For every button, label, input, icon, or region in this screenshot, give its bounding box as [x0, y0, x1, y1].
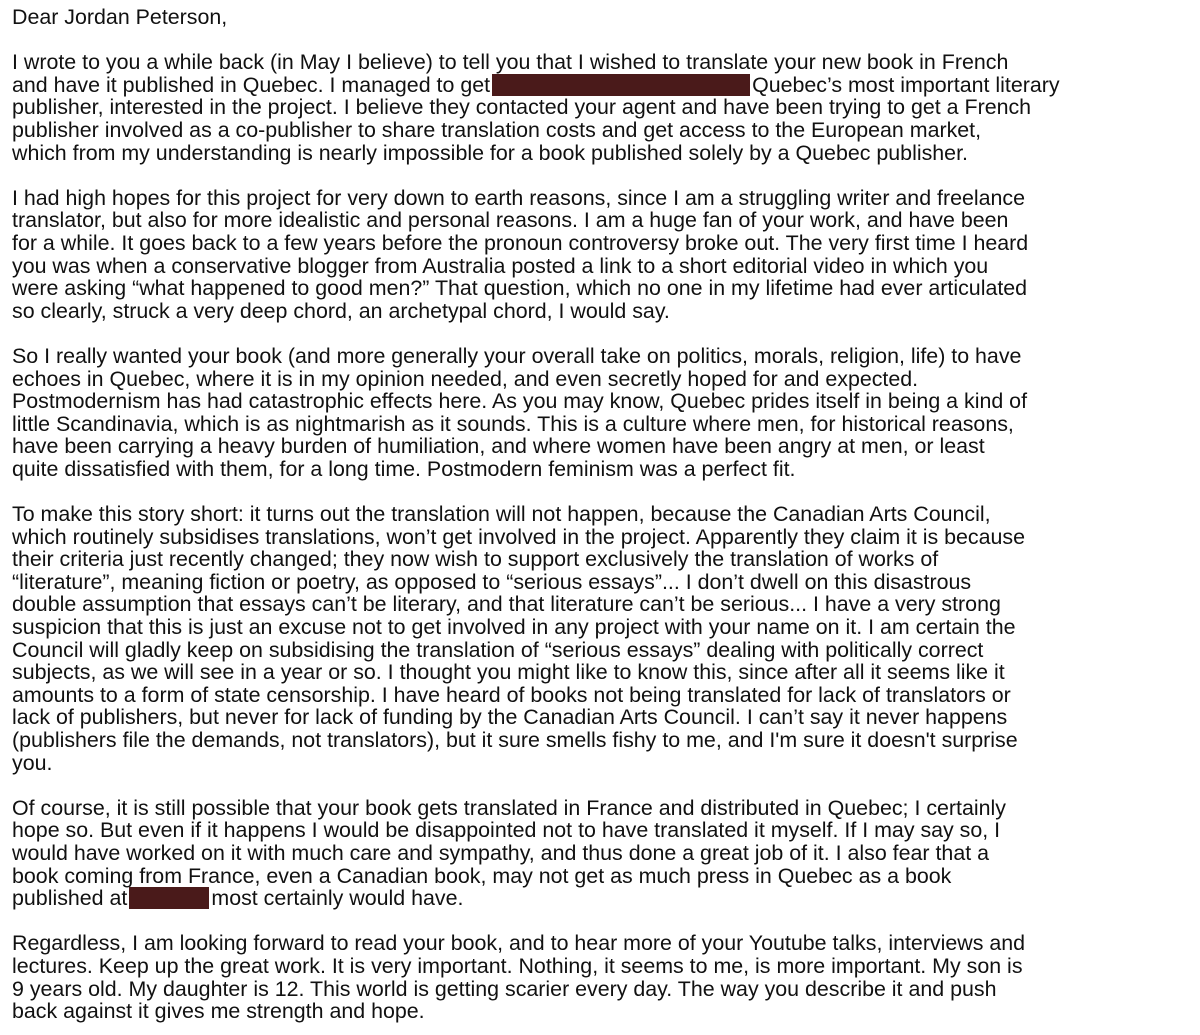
redaction-block [129, 887, 209, 909]
text-line: have been carrying a heavy burden of humiliation, and where women have been angry at men, or least [12, 434, 985, 459]
text-line: So I really wanted your book (and more generally your overall take on politics, morals, religion, life) to have [12, 343, 1022, 368]
text-line: publisher, interested in the project. I believe they contacted your agent and have been trying to get a French [12, 95, 1032, 120]
text-line: subjects, as we will see in a year or so. I thought you might like to know this, since after all it seems like it [12, 660, 1005, 685]
text-line: “literature”, meaning fiction or poetry, as opposed to “serious essays”... I don’t dwell on this disastrous [12, 569, 972, 594]
text-line: book coming from France, even a Canadian book, may not get as much press in Quebec as a book [12, 863, 952, 888]
text-line: 9 years old. My daughter is 12. This world is getting scarier every day. The way you describe it and push [12, 976, 997, 1001]
text-line: quite dissatisfied with them, for a long time. Postmodern feminism was a perfect fit. [12, 456, 796, 481]
text-fragment: most certainly would have. [211, 886, 464, 911]
text-line: back against it gives me strength and hope. [12, 999, 425, 1024]
text-fragment: published at [12, 886, 128, 911]
text-line: were asking “what happened to good men?” That question, which no one in my lifetime had ever articulated [12, 276, 1028, 301]
text-line: To make this story short: it turns out the translation will not happen, because the Canadian Arts Council, [12, 502, 991, 527]
text-line-with-redaction [12, 887, 1190, 910]
text-line: Postmodernism has had catastrophic effects here. As you may know, Quebec prides itself in being a kind of [12, 389, 1028, 414]
text-line: you. [12, 750, 53, 775]
paragraph-6 [12, 932, 1190, 1022]
text-fragment: Quebec’s most important literary [752, 72, 1060, 97]
text-line: so clearly, struck a very deep chord, an archetypal chord, I would say. [12, 298, 670, 323]
paragraph-2 [12, 187, 1190, 323]
paragraph-3 [12, 345, 1190, 481]
paragraph-1 [12, 51, 1190, 164]
text-line: hope so. But even if it happens I would be disappointed not to have translated it myself. If I may say so, I [12, 818, 1001, 843]
text-line: which routinely subsidises translations, won’t get involved in the project. Apparently they claim it is because [12, 524, 1026, 549]
text-line: translator, but also for more idealistic and personal reasons. I am a huge fan of your work, and have been [12, 208, 1009, 233]
text-line: double assumption that essays can’t be literary, and that literature can’t be serious... I have a very strong [12, 592, 1001, 617]
text-line: (publishers file the demands, not translators), but it sure smells fishy to me, and I'm sure it doesn't surprise [12, 728, 1018, 752]
text-line: amounts to a form of state censorship. I have heard of books not being translated for lack of translators or [12, 682, 1011, 707]
text-line-with-redaction [12, 74, 1190, 97]
text-line: suspicion that this is just an excuse not to get involved in any project with your name on it. I am certain the [12, 615, 1016, 640]
text-line: their criteria just recently changed; they now wish to support exclusively the translation of works of [12, 547, 939, 572]
text-line: Council will gladly keep on subsidising the translation of “serious essays” dealing with politically correct [12, 637, 984, 662]
text-line: lectures. Keep up the great work. It is very important. Nothing, it seems to me, is more important. My son is [12, 953, 1023, 978]
text-line: I had high hopes for this project for very down to earth reasons, since I am a struggling writer and freelance [12, 185, 1026, 210]
text-line: you was when a conservative blogger from Australia posted a link to a short editorial video in which you [12, 253, 989, 278]
paragraph-4 [12, 503, 1190, 774]
text-fragment: and have it published in Quebec. I managed to get [12, 72, 491, 97]
text-line: Of course, it is still possible that your book gets translated in France and distributed in Quebec; I certainly [12, 795, 1006, 820]
text-line: Regardless, I am looking forward to read your book, and to hear more of your Youtube talks, interviews and [12, 931, 1026, 956]
paragraph-5 [12, 797, 1190, 910]
salutation: Dear Jordan Peterson, [12, 5, 228, 29]
text-line: I wrote to you a while back (in May I believe) to tell you that I wished to translate your new book in French [12, 50, 1009, 75]
redaction-block [492, 74, 750, 96]
text-line: which from my understanding is nearly impossible for a book published solely by a Quebec publisher. [12, 140, 968, 165]
text-line: for a while. It goes back to a few years before the pronoun controversy broke out. The very first time I heard [12, 230, 1029, 255]
text-line: would have worked on it with much care and sympathy, and thus done a great job of it. I also fear that a [12, 840, 990, 865]
text-line: lack of publishers, but never for lack of funding by the Canadian Arts Council. I can’t say it never happens [12, 705, 1008, 730]
text-line: echoes in Quebec, where it is in my opinion needed, and even secretly hoped for and expected. [12, 366, 919, 391]
text-line: publisher involved as a co-publisher to share translation costs and get access to the European market, [12, 117, 982, 142]
text-line: little Scandinavia, which is as nightmarish as it sounds. This is a culture where men, for historical reasons, [12, 411, 1014, 436]
